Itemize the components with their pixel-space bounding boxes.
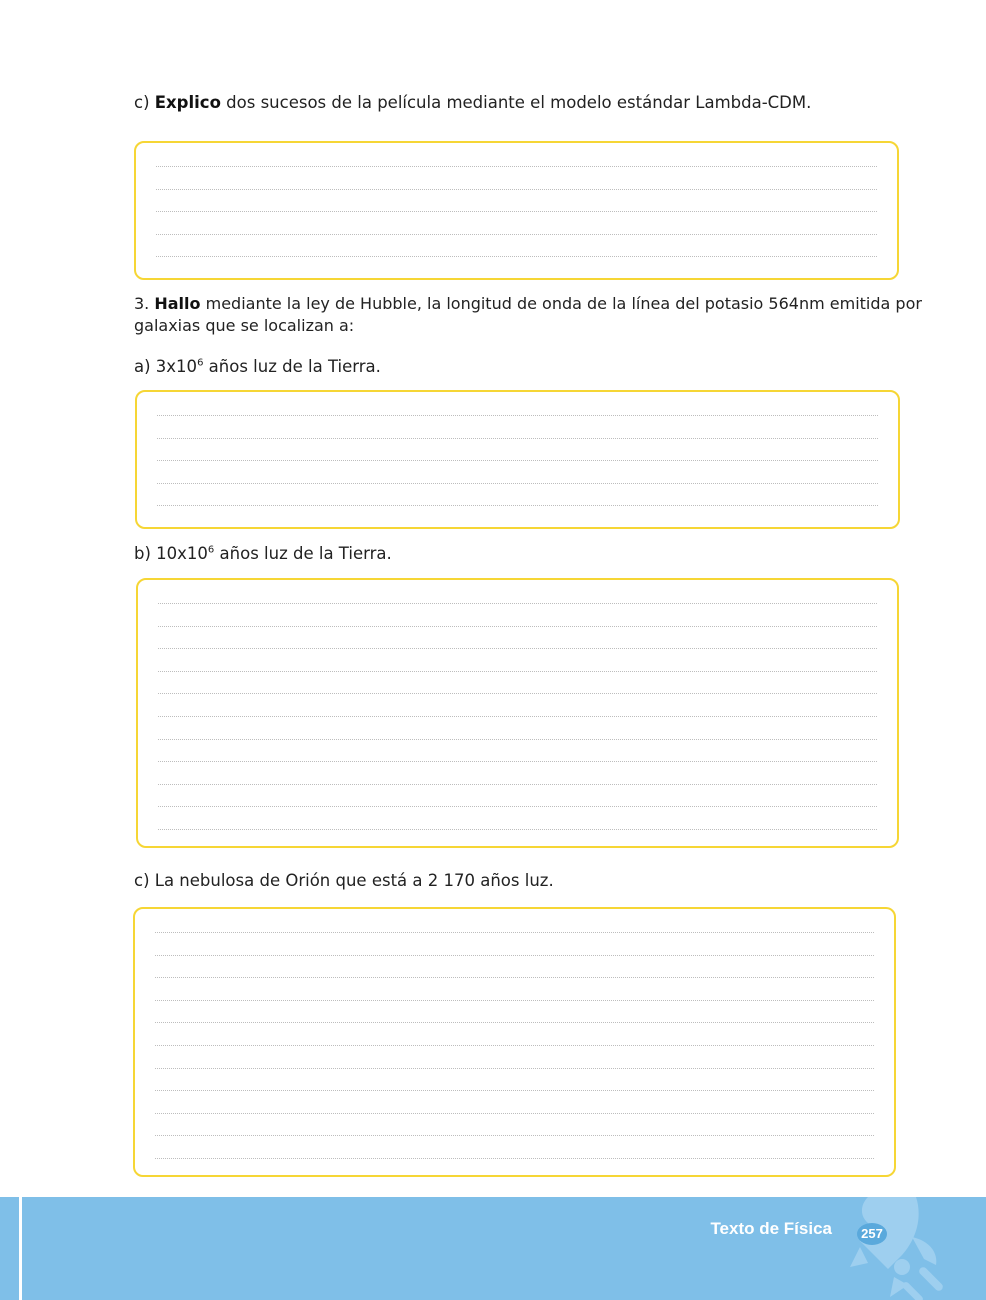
answer-box-b[interactable]: [136, 578, 899, 848]
question-a-text: años luz de la Tierra.: [203, 357, 381, 376]
question-c-nebulosa: [134, 870, 554, 892]
question-b-base: b) 10x10: [134, 544, 208, 563]
footer-title: Texto de Física: [710, 1219, 832, 1238]
question-a: [134, 356, 381, 378]
question-b-exponent: 6: [207, 544, 215, 556]
page-number: 257: [857, 1223, 887, 1245]
answer-box-a[interactable]: [135, 390, 900, 529]
answer-box-c[interactable]: [134, 141, 899, 280]
answer-box-c-nebulosa[interactable]: [133, 907, 896, 1177]
question-a-exponent: 6: [197, 357, 204, 369]
question-3-number: 3.: [134, 294, 155, 313]
rocket-icon: [838, 1197, 948, 1300]
question-c-verb: Explico: [154, 93, 221, 112]
footer-left-stripe: [0, 1197, 22, 1300]
question-3-text-line1: mediante la ley de Hubble, la longitud de onda de la línea del potasio 564nm emitida por: [200, 294, 922, 313]
question-c-text: dos sucesos de la película mediante el modelo estándar Lambda-CDM.: [220, 93, 812, 112]
question-b: [134, 543, 392, 565]
page-footer: [0, 1197, 986, 1300]
question-c-prefix: c): [134, 93, 155, 112]
question-3-verb: Hallo: [154, 294, 201, 313]
question-b-text: años luz de la Tierra.: [214, 544, 392, 563]
question-c-nebulosa-text: c) La nebulosa de Orión que está a 2 170 años luz.: [134, 871, 554, 890]
question-3: [134, 293, 922, 337]
question-3-text-line2: galaxias que se localizan a:: [134, 316, 355, 335]
question-c-explico: [134, 92, 811, 114]
question-a-base: a) 3x10: [134, 357, 198, 376]
